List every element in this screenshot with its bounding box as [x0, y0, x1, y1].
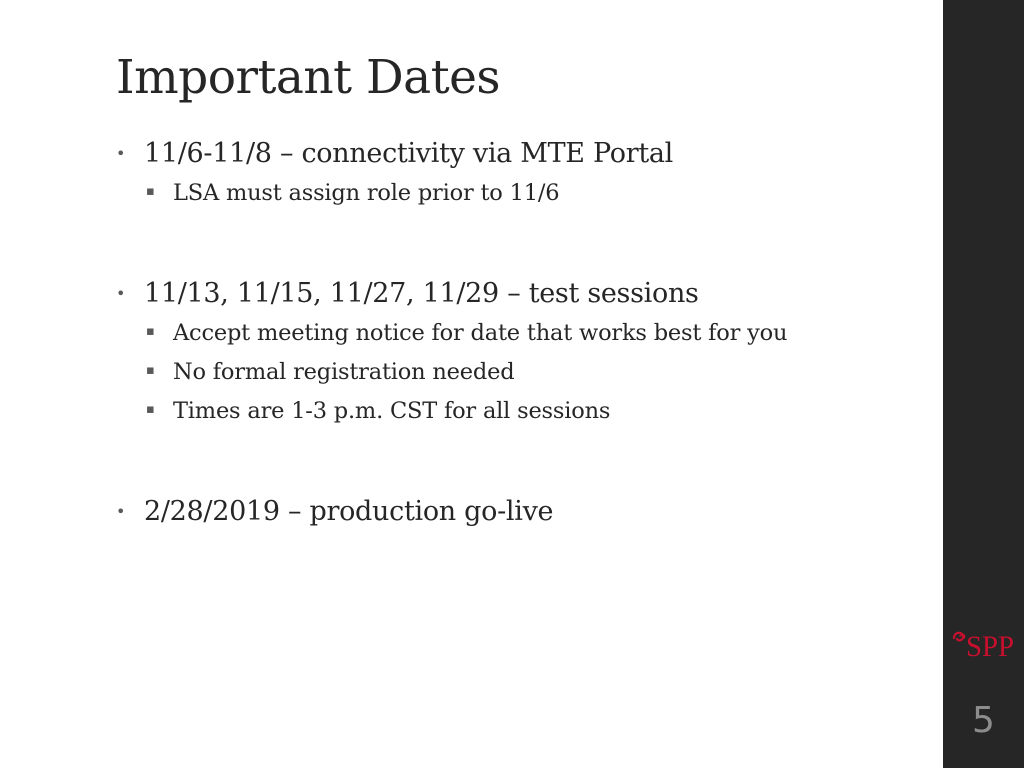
page-number: 5 [972, 700, 995, 741]
sub-bullet-text: Accept meeting notice for date that works best for you [173, 320, 788, 346]
sub-bullet-text: Times are 1-3 p.m. CST for all sessions [173, 398, 611, 424]
sub-bullet-text: LSA must assign role prior to 11/6 [173, 180, 560, 206]
sub-bullet-square-icon: ▪ [146, 184, 155, 199]
spp-logo-icon [950, 624, 1016, 662]
sub-bullet-square-icon: ▪ [146, 363, 155, 378]
logo-text: SPP [966, 630, 1014, 662]
bullet-text: 2/28/2019 – production go-live [144, 496, 554, 527]
bullet-dot-icon: • [116, 502, 126, 521]
sub-bullet-square-icon: ▪ [146, 402, 155, 417]
bullet-text: 11/6-11/8 – connectivity via MTE Portal [144, 138, 673, 169]
bullet-dot-icon: • [116, 144, 126, 163]
sub-bullet-square-icon: ▪ [146, 324, 155, 339]
bullet-text: 11/13, 11/15, 11/27, 11/29 – test sessions [144, 278, 699, 309]
sub-bullet-text: No formal registration needed [173, 359, 515, 385]
bullet-dot-icon: • [116, 284, 126, 303]
slide-title: Important Dates [116, 50, 501, 105]
